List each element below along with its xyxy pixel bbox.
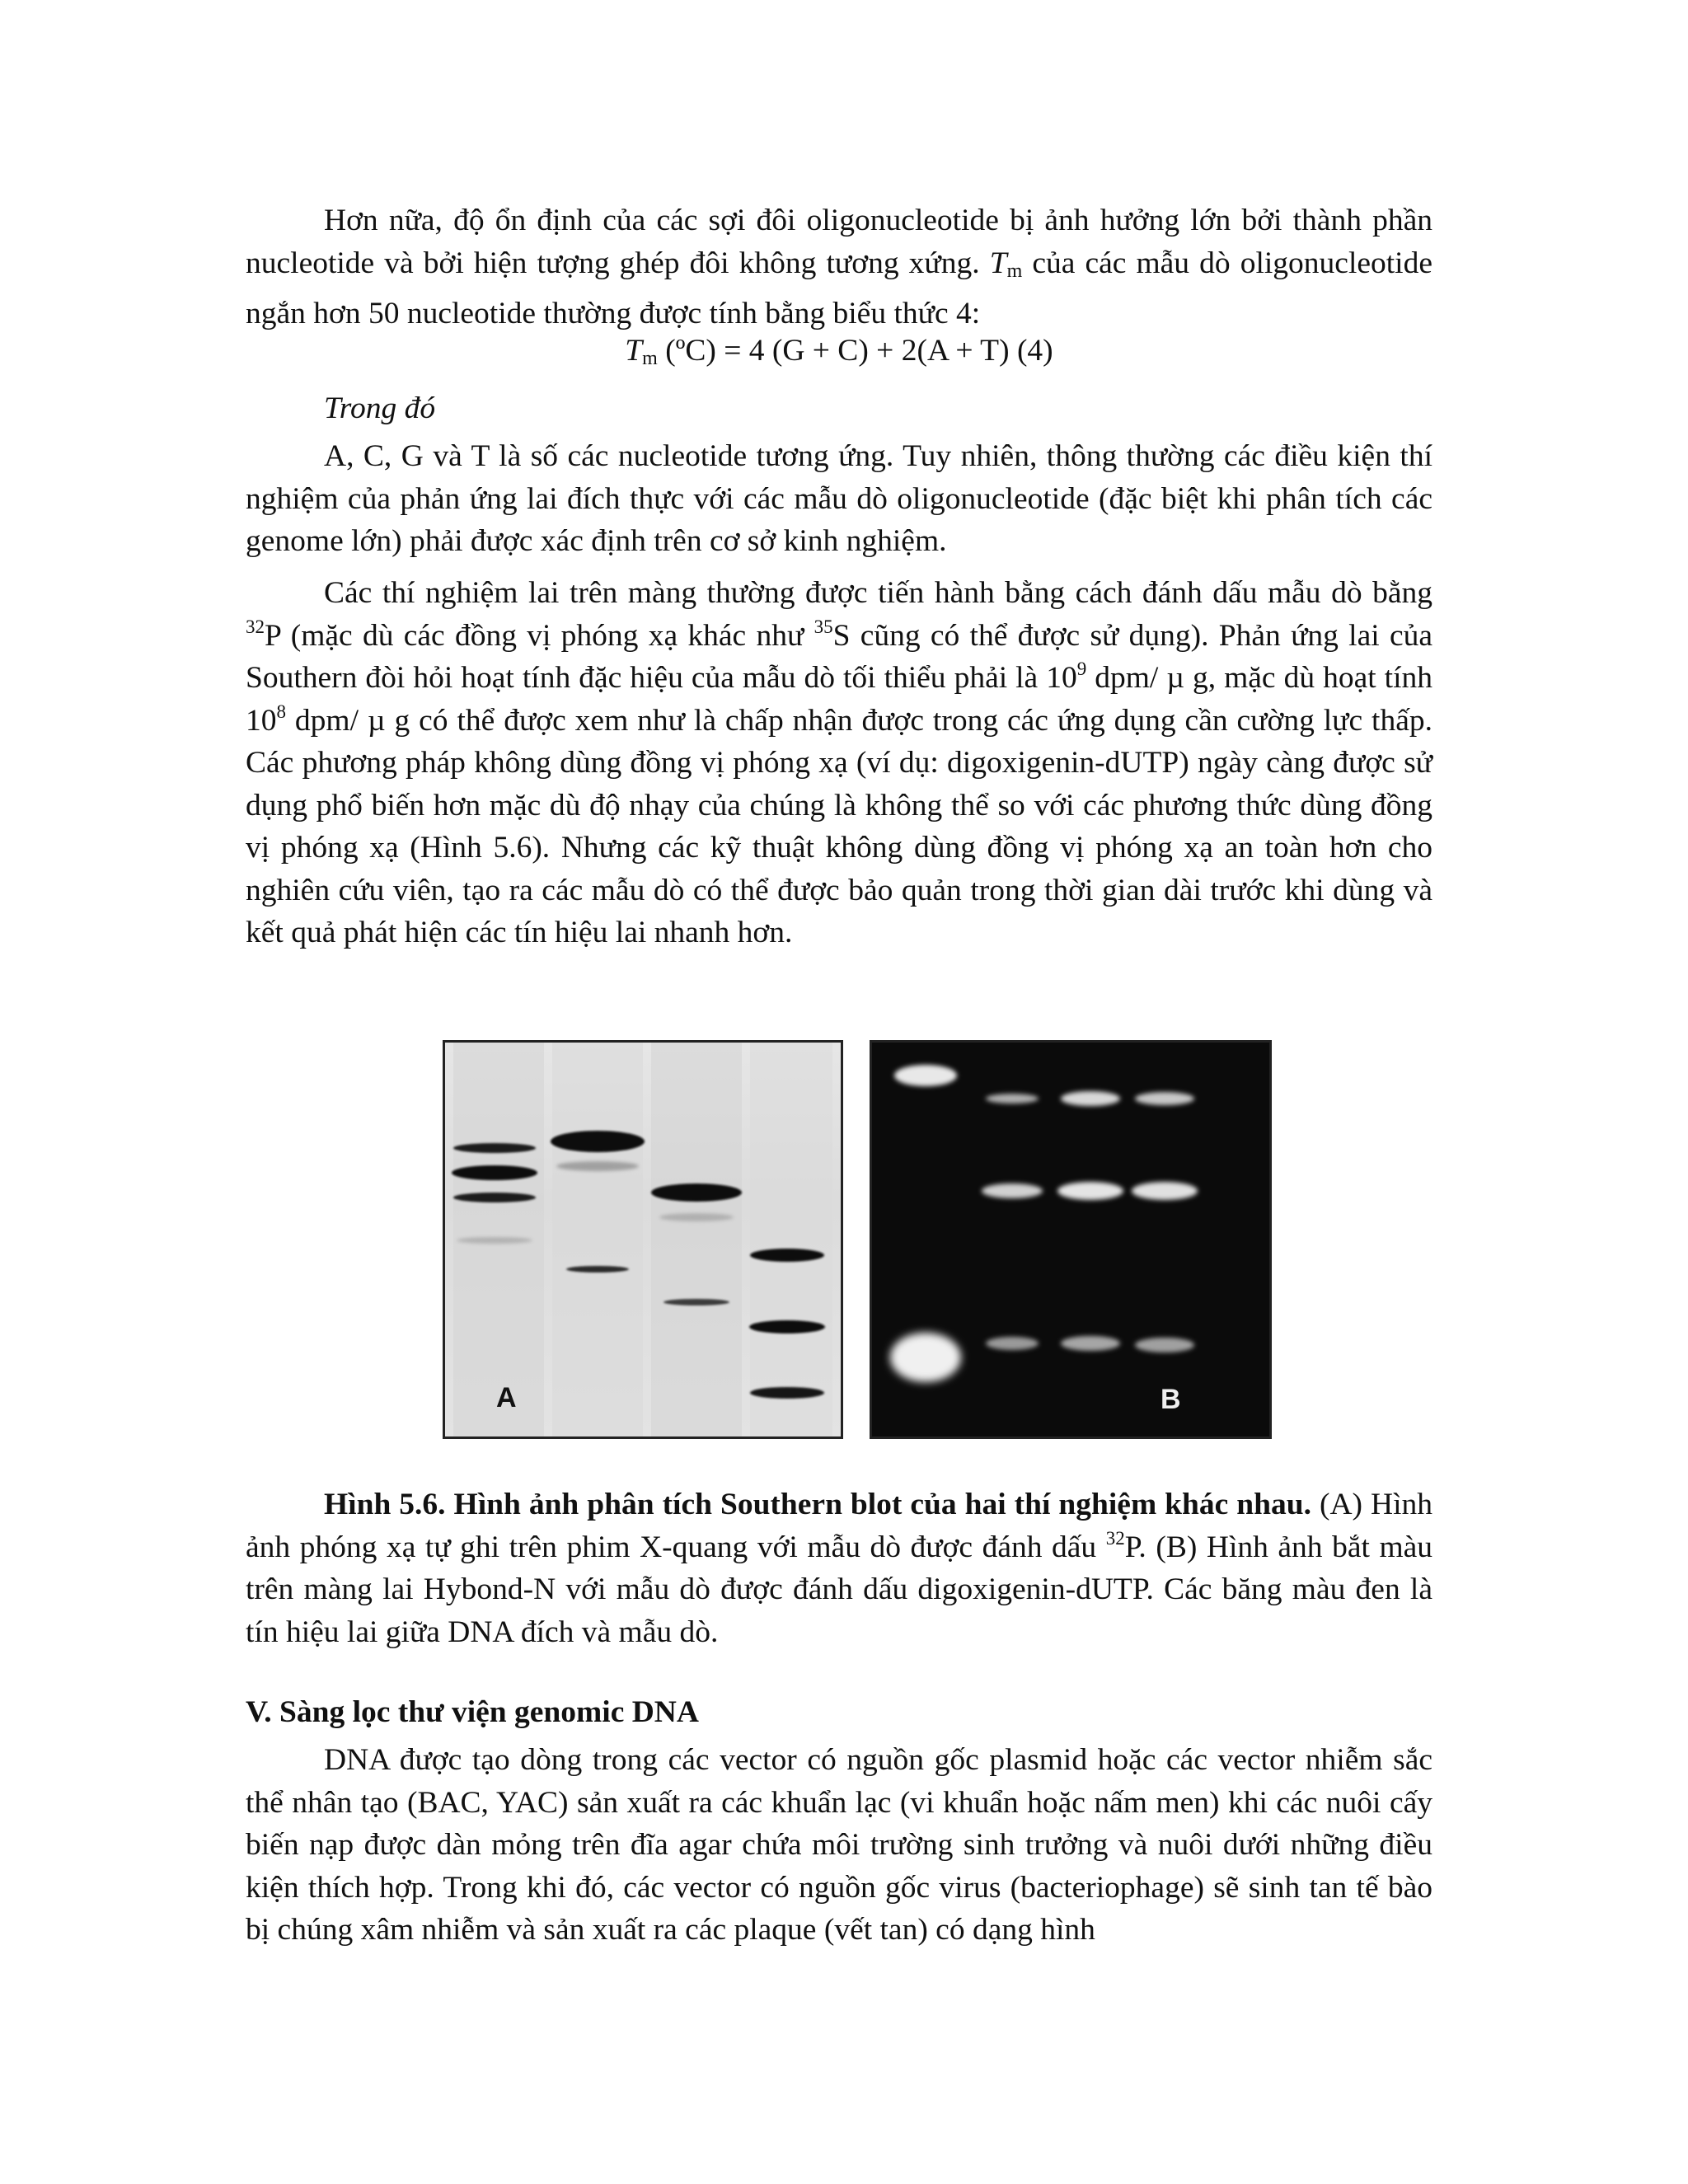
panel-label-b: B: [1160, 1384, 1181, 1415]
formula-subscript: m: [642, 348, 658, 369]
gel-a-bands: [445, 1043, 841, 1436]
section-title: V. Sàng lọc thư viện genomic DNA: [246, 1695, 699, 1729]
paragraph-3: [246, 572, 1432, 954]
gel-b-bands: [872, 1043, 1269, 1436]
figure-caption: [246, 1483, 1432, 1653]
caption-part-1: (A) Hình ảnh phóng xạ tự ghi trên phim X-quang với mẫu dò được đánh dấu: [246, 1488, 1433, 1564]
caption-part-2: P. (B) Hình ảnh bắt màu trên màng lai Hybond-N với mẫu dò được đánh dấu digoxigenin-dUTP. Các băng màu đen là tín hiệu lai giữa DNA đích và mẫu dò.: [246, 1530, 1433, 1649]
paragraph-3-part-4: dpm/ µ g, mặc dù hoạt tính 10: [246, 661, 1432, 738]
trong-do-block: [246, 387, 1432, 430]
paragraph-3-part-5: dpm/ µ g có thể được xem như là chấp nhận được trong các ứng dụng cần cường lực thấp. Các phương pháp không dùng đồng vị phóng xạ (ví dụ: digoxigenin-dUTP) ngày càng được sử dụng phổ biến hơn mặc dù độ nhạy của chúng là không thể so với các phương thức dùng đồng vị phóng xạ (Hình 5.6). Nhưng các kỹ thuật không dùng đồng vị phóng xạ an toàn hơn cho nghiên cứu viên, tạo ra các mẫu dò có thể được bảo quản trong thời gian dài trước khi dùng và kết quả phát hiện các tín hiệu lai nhanh hơn.: [246, 703, 1432, 949]
paragraph-3-part-2: P (mặc dù các đồng vị phóng xạ khác như: [265, 618, 814, 653]
superscript-32: 32: [246, 616, 265, 637]
formula: [246, 330, 1432, 381]
paragraph-2-block: [246, 435, 1432, 563]
tm-symbol: T: [989, 246, 1007, 280]
caption-heading: Hình 5.6. Hình ảnh phân tích Southern blot của hai thí nghiệm khác nhau.: [324, 1488, 1311, 1521]
superscript-9: 9: [1076, 658, 1087, 679]
formula-symbol: T: [625, 334, 643, 368]
paragraph-2: A, C, G và T là số các nucleotide tương ứng. Tuy nhiên, thông thường các điều kiện thí nghiệm của phản ứng lai đích thực với các mẫu dò oligonucleotide (đặc biệt khi phân tích các genome lớn) phải được xác định trên cơ sở kinh nghiệm.: [246, 439, 1432, 558]
paragraph-4: DNA được tạo dòng trong các vector có nguồn gốc plasmid hoặc các vector nhiễm sắc thể nhân tạo (BAC, YAC) sản xuất ra các khuẩn lạc (vi khuẩn hoặc nấm men) khi các nuôi cấy biến nạp được dàn mỏng trên đĩa agar chứa môi trường sinh trưởng và nuôi dưới những điều kiện thích hợp. Trong khi đó, các vector có nguồn gốc virus (bacteriophage) sẽ sinh tan tế bào bị chúng xâm nhiễm và sản xuất ra các plaque (vết tan) có dạng hình: [246, 1743, 1432, 1947]
paragraph-3-part-3: S cũng có thể được sử dụng). Phản ứng lai của Southern đòi hỏi hoạt tính đặc hiệu của mẫu dò tối thiểu phải là 10: [246, 618, 1432, 695]
gel-image-a: [443, 1040, 843, 1439]
paragraph-3-block: [246, 572, 1432, 954]
panel-label-a: A: [496, 1382, 517, 1413]
tm-subscript: m: [1006, 260, 1023, 282]
paragraph-3-part-1: Các thí nghiệm lai trên màng thường được tiến hành bằng cách đánh dấu mẫu dò bằng: [324, 576, 1432, 610]
paragraph-1-text-b: của các mẫu dò oligonucleotide ngắn hơn 50 nucleotide thường được tính bằng biểu thức 4:: [246, 246, 1432, 330]
trong-do-label: Trong đó: [324, 391, 436, 425]
paragraph-1-text-a: Hơn nữa, độ ổn định của các sợi đôi oligonucleotide bị ảnh hưởng lớn bởi thành phần nucleotide và bởi hiện tượng ghép đôi không tương xứng.: [246, 204, 1432, 280]
paragraph-4-block: [246, 1739, 1432, 1952]
superscript-8: 8: [276, 701, 286, 722]
gel-image-b: [870, 1040, 1272, 1439]
caption-superscript-32: 32: [1105, 1527, 1125, 1549]
paragraph-1: [246, 199, 1432, 335]
formula-expression: (ºC) = 4 (G + C) + 2(A + T) (4): [657, 334, 1053, 368]
superscript-35: 35: [814, 616, 833, 637]
